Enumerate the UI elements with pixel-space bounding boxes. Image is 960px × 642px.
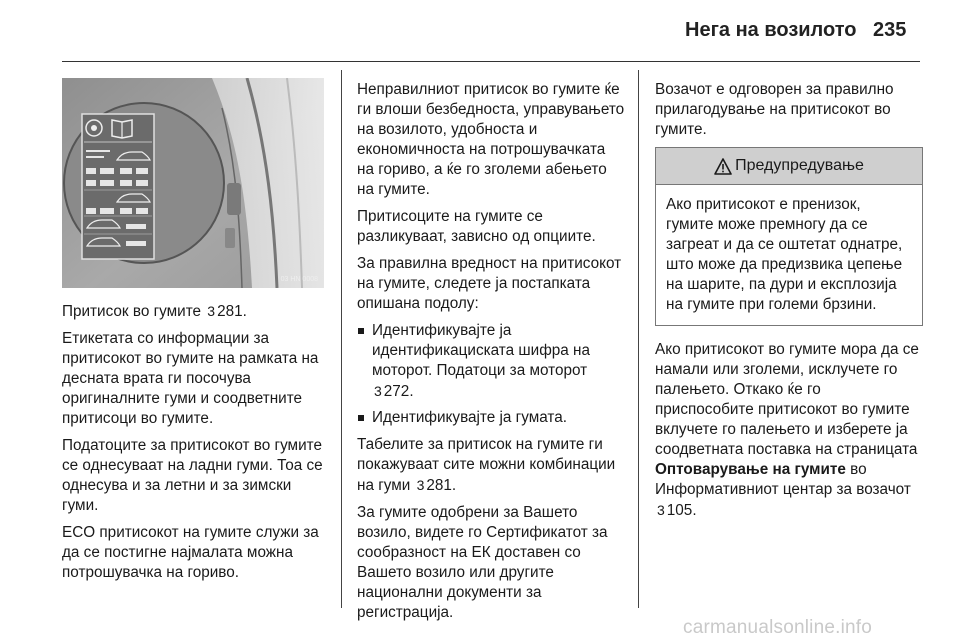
figure-code: 03 HN 0008: [280, 276, 318, 283]
list-item-text: Идентификувајте ја идентификациската шифра на моторот. Податоци за моторот: [372, 322, 591, 379]
paragraph: Возачот е одговорен за правилно прилагодување на притисокот во гумите.: [655, 81, 894, 138]
bullet-list: [357, 321, 625, 428]
warning-title: Предупредување: [735, 157, 864, 174]
paragraph-text: Табелите за притисок на гумите ги покажуваат сите можни комбинации на гуми: [357, 436, 616, 494]
column-2: [357, 80, 625, 630]
paragraph: Податоците за притисокот во гумите се однесуваат на ладни гуми. Тоа се однесува и за летни и за зимски гуми.: [62, 437, 323, 514]
door-label-photo: [62, 78, 324, 288]
column-divider-1: [341, 70, 342, 608]
page-reference[interactable]: 105.: [666, 502, 697, 519]
paragraph: За правилна вредност на притисокот на гумите, следете ја постапката опишана подолу:: [357, 255, 622, 312]
paragraph: [62, 301, 330, 322]
page-reference[interactable]: 281.: [426, 477, 457, 494]
page-reference-icon: 3: [416, 477, 425, 493]
list-item: [357, 408, 625, 428]
warning-box: [655, 147, 923, 326]
page-reference-icon: 3: [207, 303, 216, 319]
paragraph: [357, 435, 625, 496]
page-number: 235: [873, 19, 907, 41]
paragraph: Етикетата со информации за притисокот во гумите на рамката на десната врата ги посочува оригиналните гуми и соодветните притисоци во гумите.: [62, 330, 319, 427]
watermark: carmanualsonline.info: [683, 617, 873, 638]
warning-triangle-icon: [714, 158, 732, 175]
warning-header: [656, 148, 922, 185]
header-rule: [62, 61, 920, 62]
page-reference-icon: 3: [657, 502, 665, 518]
column-divider-2: [638, 70, 639, 608]
page-reference-icon: 3: [374, 383, 382, 399]
page-title: Нега на возилото: [685, 19, 857, 41]
menu-setting-name: Оптоварување на гумите: [655, 461, 846, 478]
bullet-icon: [358, 415, 364, 421]
door-frame-illustration: [62, 78, 324, 288]
bullet-icon: [358, 328, 364, 334]
paragraph: ECO притисокот на гумите служи за да се постигне најмалата можна потрошувачка на гориво.: [62, 524, 319, 581]
paragraph-text: во Информативниот центар за возачот: [655, 461, 911, 498]
paragraph: Притисоците на гумите се разликуваат, зависно од опциите.: [357, 208, 596, 245]
paragraph: Неправилниот притисок во гумите ќе ги влоши безбедноста, управувањето на возилото, удобноста и економичноста на потрошувачката на гориво, а ќе го зголеми абењето на гумите.: [357, 81, 625, 198]
paragraph: За гумите одобрени за Вашето возило, видете го Сертификатот за сообразност на ЕК доставен со Вашето возило или другите национални документи за регистрација.: [357, 504, 608, 621]
column-3: [655, 80, 923, 528]
list-item: [357, 321, 625, 402]
page-reference[interactable]: 281.: [217, 303, 247, 320]
paragraph-text: Притисок во гумите: [62, 303, 206, 320]
paragraph: [655, 340, 923, 521]
page-reference[interactable]: 272.: [383, 383, 414, 400]
warning-body: Ако притисокот е пренизок, гумите може премногу да се загреат и да се оштетат однатре, што може да предизвика цепење на шарите, па дури и експлозија на гумите при големи брзини.: [666, 196, 903, 313]
list-item-text: Идентификувајте ја гумата.: [372, 409, 568, 426]
paragraph-text: Ако притисокот во гумите мора да се намали или зголеми, исклучете го палењето. Откако ќе го приспособите притисокот во гумите вклучете го палењето и изберете ја соодветната поставка на страницата: [655, 341, 919, 458]
column-1: [62, 301, 330, 590]
